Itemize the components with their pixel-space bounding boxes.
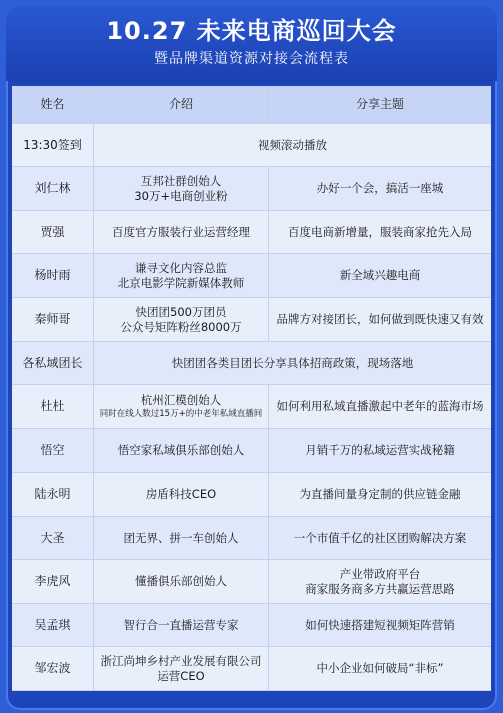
schedule-table (12, 86, 491, 691)
share-topic-line: 月销千万的私域运营实战秘籍 (305, 443, 455, 457)
share-topic (269, 647, 491, 690)
speaker-intro (94, 298, 269, 341)
speaker-intro-line: 同时在线人数过15万+的中老年私域直播间 (99, 409, 263, 419)
speaker-name: 杜杜 (12, 385, 94, 428)
speaker-name: 各私域团长 (12, 342, 94, 384)
speaker-intro-line: 团无界、拼一车创始人 (123, 530, 239, 545)
speaker-intro-line: 公众号矩阵粉丝8000万 (120, 319, 242, 334)
table-row (12, 385, 491, 429)
share-topic (269, 560, 491, 603)
table-header-row (12, 86, 491, 124)
speaker-intro-line: 悟空家私域俱乐部创始人 (117, 443, 245, 457)
speaker-name: 13:30签到 (12, 124, 94, 166)
share-topic-line: 中小企业如何破局“非标” (316, 661, 444, 675)
share-topic (269, 167, 491, 210)
speaker-intro (94, 385, 269, 428)
speaker-intro-line: 房盾科技CEO (145, 487, 217, 501)
speaker-intro-line: 智行合一直播运营专家 (123, 617, 239, 632)
table-row (12, 647, 491, 691)
speaker-intro-line: 百度官方服装行业运营经理 (112, 224, 250, 239)
merged-description: 快团团各类目团长分享具体招商政策，现场落地 (171, 355, 414, 370)
share-topic-line: 产业带政府平台 (339, 566, 421, 581)
schedule-card (6, 6, 497, 710)
page-title: 10.27 未来电商巡回大会 (106, 17, 397, 45)
speaker-intro-line: 谦寻文化内容总监 (135, 260, 227, 275)
speaker-intro (94, 647, 269, 690)
speaker-intro (94, 211, 269, 253)
share-topic-line: 商家服务商多方共赢运营思路 (305, 581, 455, 596)
share-topic (269, 385, 491, 428)
speaker-name: 悟空 (12, 429, 94, 472)
speaker-name: 刘仁林 (12, 167, 94, 210)
share-topic-line: 百度电商新增量，服装商家抢先入局 (288, 224, 472, 239)
share-topic (269, 604, 491, 646)
share-topic-line: 如何利用私域直播激起中老年的蓝海市场 (276, 399, 484, 413)
share-topic (269, 211, 491, 253)
share-topic (269, 517, 491, 559)
speaker-name: 陆永明 (12, 473, 94, 516)
table-row (12, 124, 491, 167)
column-header-topic: 分享主题 (355, 97, 404, 111)
table-row (12, 517, 491, 560)
table-row (12, 298, 491, 342)
speaker-intro-line: 浙江尚坤乡村产业发展有限公司 (100, 653, 262, 668)
speaker-intro (94, 560, 269, 603)
table-row (12, 429, 491, 473)
share-topic (269, 473, 491, 516)
speaker-name: 秦师哥 (12, 298, 94, 341)
column-header-intro: 介绍 (94, 86, 269, 123)
speaker-name: 李虎风 (12, 560, 94, 603)
table-row (12, 167, 491, 211)
speaker-intro (94, 254, 269, 297)
speaker-intro-line: 懂播俱乐部创始人 (135, 574, 227, 588)
column-header-name: 姓名 (12, 86, 94, 123)
table-row (12, 211, 491, 254)
speaker-name: 大圣 (12, 517, 94, 559)
speaker-intro-line: 北京电影学院新媒体教师 (117, 275, 245, 290)
share-topic (269, 254, 491, 297)
share-topic-line: 办好一个会，搞活一座城 (316, 181, 444, 195)
speaker-intro (94, 604, 269, 646)
speaker-name: 邹宏波 (12, 647, 94, 690)
speaker-intro (94, 429, 269, 472)
speaker-intro-line: 杭州汇模创始人 (140, 393, 222, 407)
schedule-header (6, 6, 497, 81)
table-row (12, 604, 491, 647)
table-row (12, 254, 491, 298)
share-topic-line: 为直播间量身定制的供应链金融 (299, 487, 461, 501)
table-row (12, 473, 491, 517)
table-row (12, 560, 491, 604)
merged-description: 视频滚动播放 (258, 137, 327, 152)
speaker-intro-line: 互邦社群创始人 (140, 173, 222, 188)
speaker-intro (94, 167, 269, 210)
speaker-intro (94, 473, 269, 516)
speaker-intro-line: 30万+电商创业粉 (134, 188, 228, 203)
speaker-intro-line: 快团团500万团员 (135, 304, 227, 319)
page-subtitle: 暨品牌渠道资源对接会流程表 (154, 51, 349, 67)
share-topic-line: 品牌方对接团长，如何做到既快速又有效 (276, 312, 484, 326)
share-topic-line: 如何快速搭建短视频矩阵营销 (305, 617, 455, 632)
speaker-name: 杨时雨 (12, 254, 94, 297)
speaker-name: 吴孟琪 (12, 604, 94, 646)
share-topic-line: 一个市值千亿的社区团购解决方案 (293, 530, 467, 545)
share-topic (269, 429, 491, 472)
table-row (12, 342, 491, 385)
speaker-name: 贾强 (12, 211, 94, 253)
speaker-intro-line: 运营CEO (157, 668, 205, 683)
share-topic (269, 298, 491, 341)
speaker-intro (94, 517, 269, 559)
share-topic-line: 新全域兴趣电商 (339, 268, 421, 282)
